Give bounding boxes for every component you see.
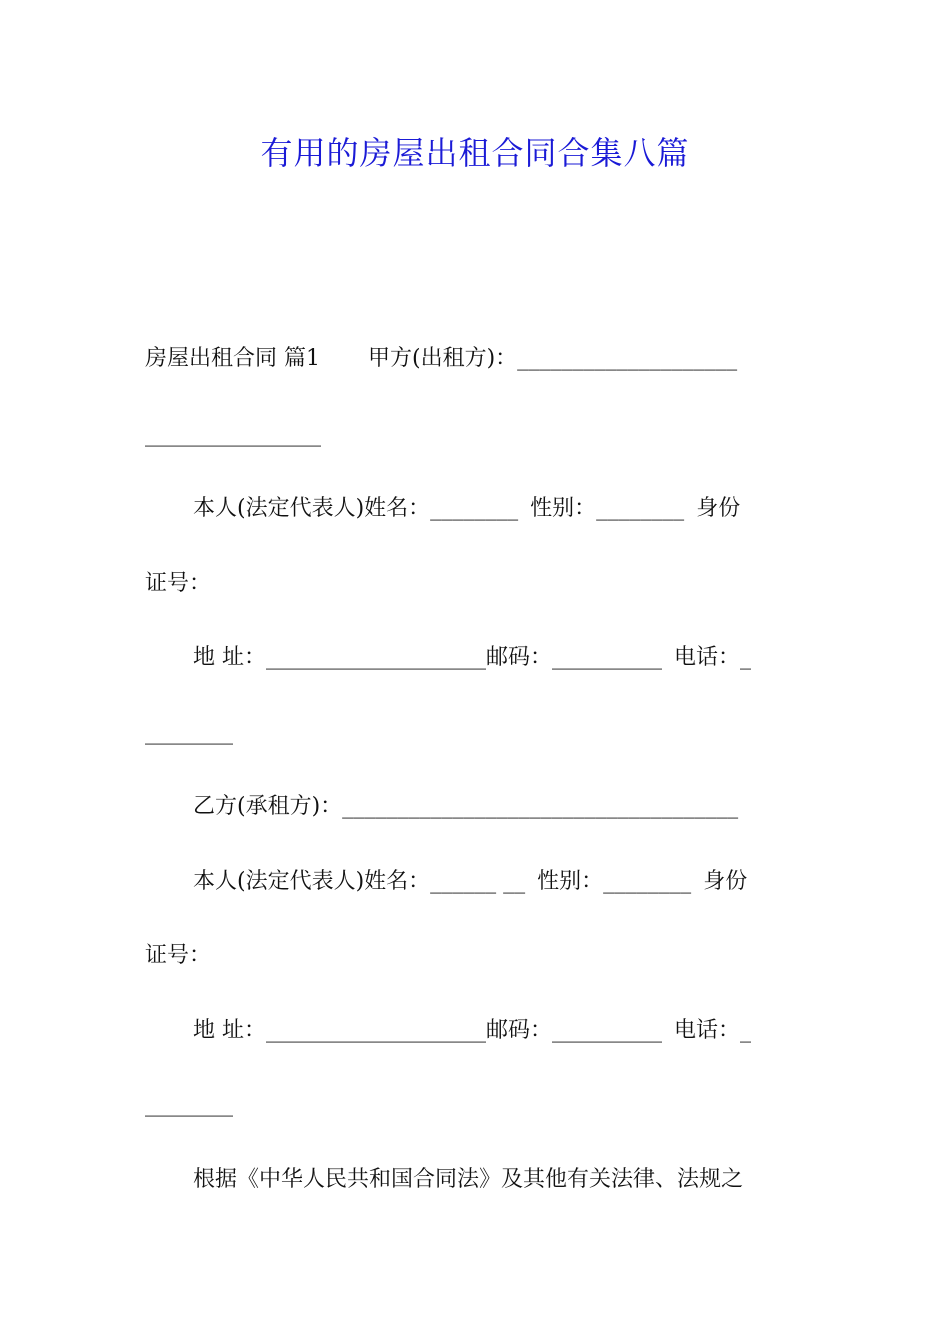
line-lessor-representative [193,494,740,524]
lessee-phone-field: 电话：_ [674,1018,752,1043]
lessee-gender-field: 性别：________ [537,869,692,894]
line-lessor-address [193,643,751,673]
lessor-field: 甲方(出租方)：____________________ [368,346,738,371]
lessor-address-field: 地 址：____________________邮码：__________ [193,645,662,670]
lessor-blank-continued: ________________ [145,422,321,447]
lessee-id-number-label: 证号： [145,943,212,968]
line-lessor [145,344,737,374]
lessor-id-number-label: 证号： [145,571,212,596]
lessor-gender-field: 性别：________ [530,496,685,521]
lessee-name-field: 本人(法定代表人)姓名：______ __ [193,869,526,894]
lessor-phone-continued: ________ [145,720,233,745]
line-lessee-representative [193,867,747,897]
document-title: 有用的房屋出租合同合集八篇 [260,134,690,172]
body-paragraph: 根据《中华人民共和国合同法》及其他有关法律、法规之 [193,1167,744,1192]
lessee-field: 乙方(承租方)：____________________________________ [193,794,739,819]
lessee-id-label: 身份 [703,869,748,894]
lessee-address-field: 地 址：____________________邮码：__________ [193,1018,662,1043]
lessee-phone-continued: ________ [145,1092,233,1117]
lessor-id-label: 身份 [696,496,741,521]
section-heading: 房屋出租合同 篇1 [145,346,320,371]
lessor-name-field: 本人(法定代表人)姓名：________ [193,496,519,521]
line-lessee-address [193,1016,751,1046]
lessor-phone-field: 电话：_ [674,645,752,670]
